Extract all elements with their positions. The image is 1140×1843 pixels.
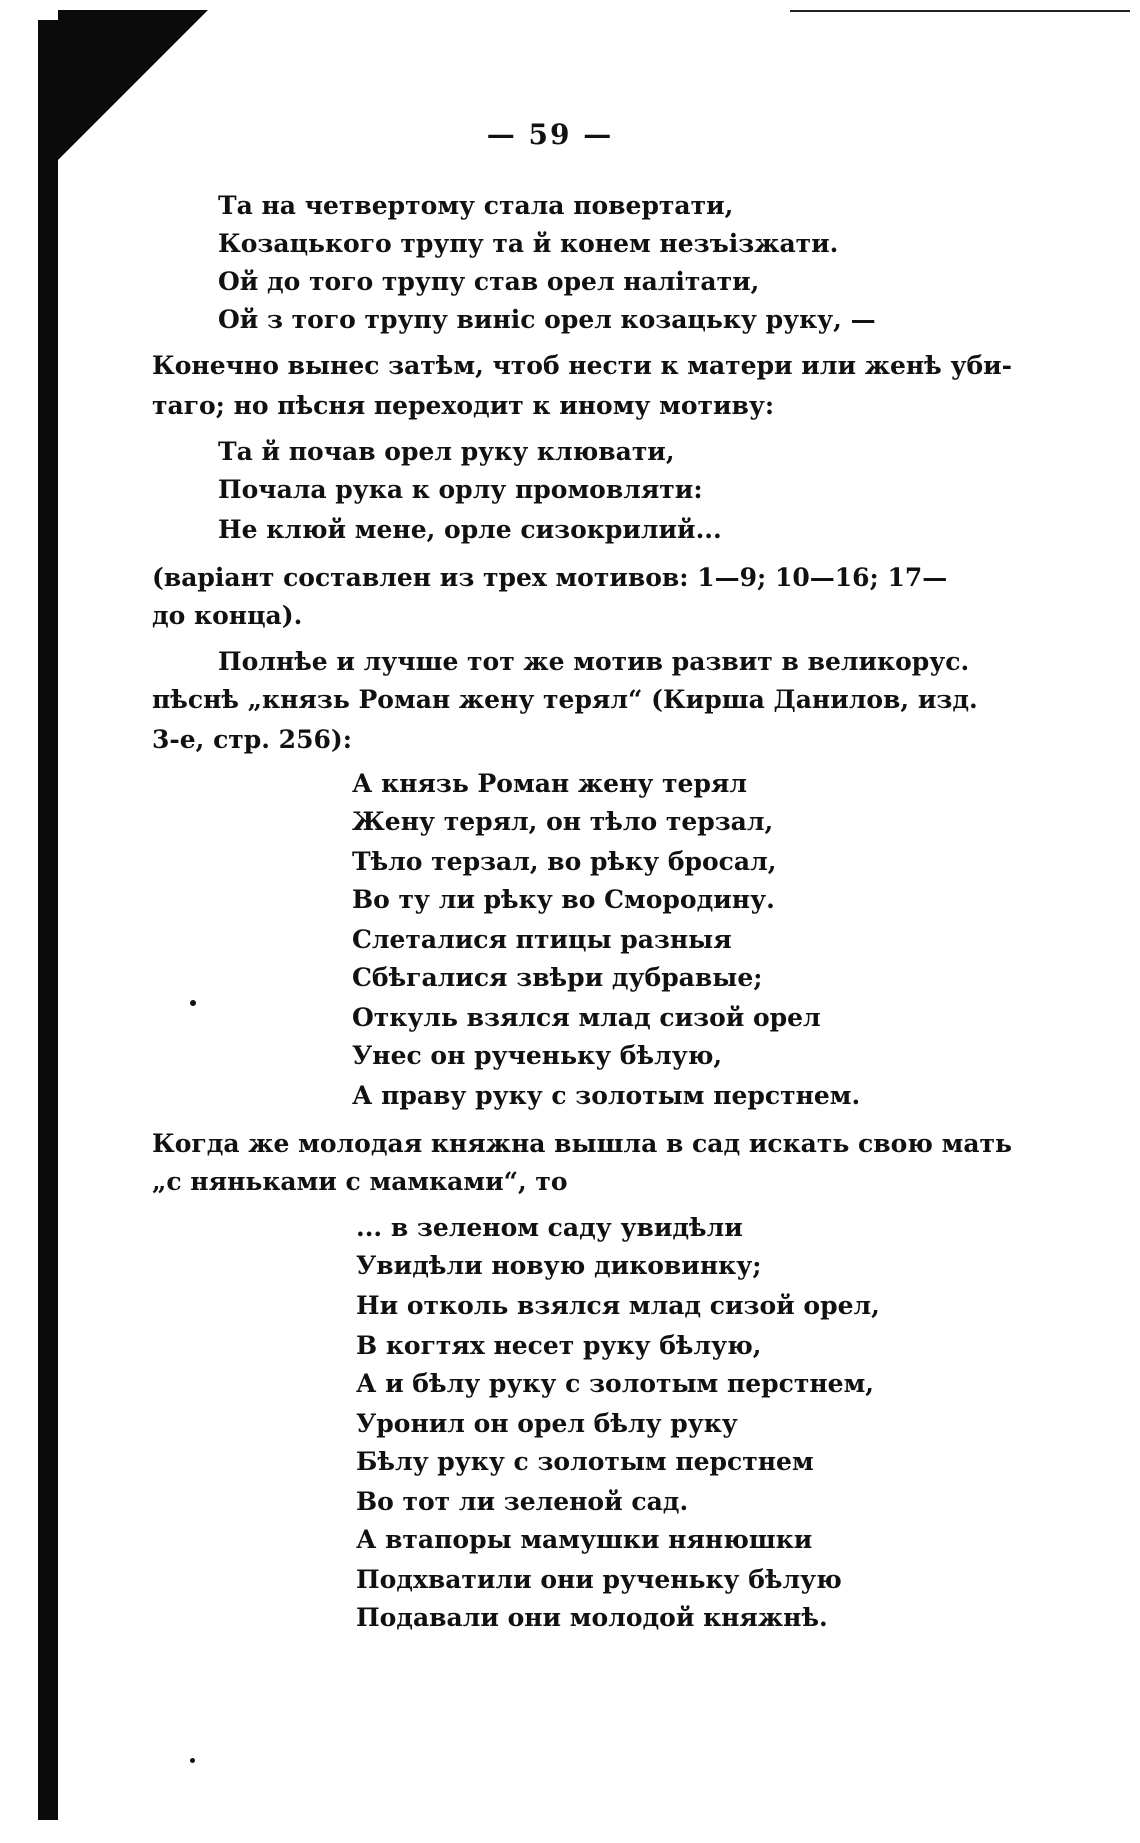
stanza1-line-1: Та на четвертому стала повертати,	[218, 191, 734, 220]
verse1-line-5: Слеталися птицы разныя	[352, 925, 732, 954]
page-number: — 59 —	[486, 118, 614, 151]
page-edge-shadow	[38, 20, 58, 1820]
verse2-line-6: Уронил он орел бѣлу руку	[356, 1409, 738, 1438]
verse1-line-8: Унес он рученьку бѣлую,	[352, 1041, 723, 1070]
verse1-line-7: Откуль взялся млад сизой орел	[352, 1003, 821, 1032]
verse1-line-9: А праву руку с золотым перстнем.	[352, 1081, 861, 1110]
verse1-line-3: Тѣло терзал, во рѣку бросал,	[352, 847, 777, 876]
verse2-line-4: В когтях несет руку бѣлую,	[356, 1331, 762, 1360]
verse2-line-2: Увидѣли новую диковинку;	[356, 1251, 762, 1280]
verse2-line-11: Подавали они молодой княжнѣ.	[356, 1603, 828, 1632]
verse1-line-4: Во ту ли рѣку во Смородину.	[352, 885, 775, 914]
stanza1-line-4: Ой з того трупу виніс орел козацьку руку, —	[218, 305, 876, 334]
prose3-line-3: 3-е, стр. 256):	[152, 725, 352, 754]
prose4-line-1: Когда же молодая княжна вышла в сад искать свою мать	[152, 1129, 1012, 1158]
verse2-line-1: ... в зеленом саду увидѣли	[356, 1213, 743, 1242]
stanza2-line-1: Та й почав орел руку клювати,	[218, 437, 675, 466]
prose1-line-1: Конечно вынес затѣм, чтоб нести к матери или женѣ уби-	[152, 351, 1013, 380]
stanza2-line-3: Не клюй мене, орле сизокрилий...	[218, 515, 722, 544]
scan-speck	[190, 1000, 196, 1006]
stanza1-line-2: Козацького трупу та й конем незъізжати.	[218, 229, 839, 258]
verse2-line-7: Бѣлу руку с золотым перстнем	[356, 1447, 814, 1476]
verse2-line-9: А втапоры мамушки нянюшки	[356, 1525, 813, 1554]
top-rule	[790, 10, 1130, 12]
prose1-line-2: таго; но пѣсня переходит к иному мотиву:	[152, 391, 775, 420]
verse1-line-6: Сбѣгалися звѣри дубравые;	[352, 963, 763, 992]
stanza2-line-2: Почала рука к орлу промовляти:	[218, 475, 703, 504]
verse1-line-1: А князь Роман жену терял	[352, 769, 748, 798]
scan-speck	[190, 1758, 195, 1763]
verse2-line-8: Во тот ли зеленой сад.	[356, 1487, 689, 1516]
prose2-line-2: до конца).	[152, 601, 303, 630]
stanza1-line-3: Ой до того трупу став орел налітати,	[218, 267, 760, 296]
prose3-line-1: Полнѣе и лучше тот же мотив развит в великорус.	[218, 647, 970, 676]
verse2-line-3: Ни отколь взялся млад сизой орел,	[356, 1291, 880, 1320]
verse1-line-2: Жену терял, он тѣло терзал,	[352, 807, 774, 836]
prose4-line-2: „с няньками с мамками“, то	[152, 1167, 568, 1196]
prose2-line-1: (варіант составлен из трех мотивов: 1—9; 10—16; 17—	[152, 563, 948, 592]
prose3-line-2: пѣснѣ „князь Роман жену терял“ (Кирша Данилов, изд.	[152, 685, 978, 714]
verse2-line-5: А и бѣлу руку с золотым перстнем,	[356, 1369, 874, 1398]
verse2-line-10: Подхватили они рученьку бѣлую	[356, 1565, 842, 1594]
